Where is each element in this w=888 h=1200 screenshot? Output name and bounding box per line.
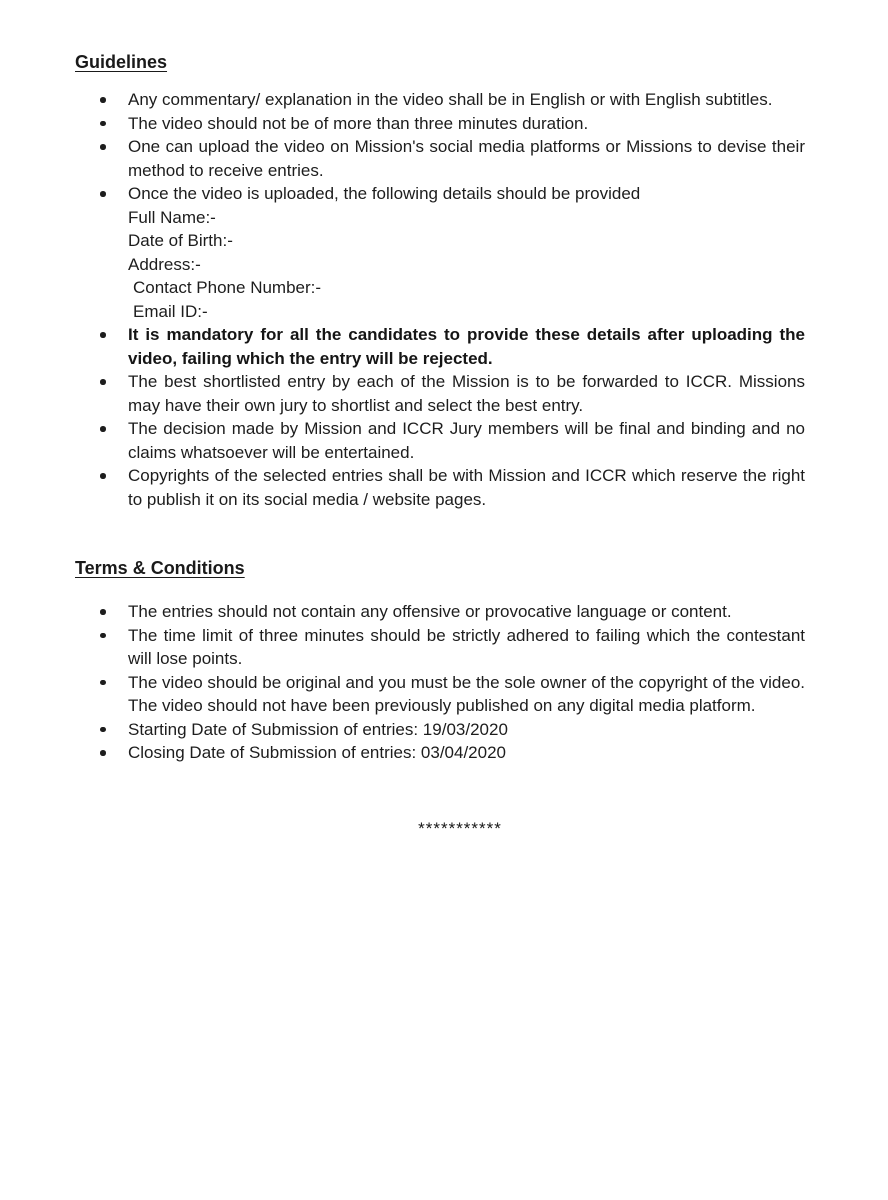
bullet-icon: [100, 727, 106, 733]
item-text: Once the video is uploaded, the following details should be provided: [128, 184, 641, 203]
item-text: Copyrights of the selected entries shall be with Mission and ICCR which reserve the right to publish it on its social media / website pages.: [128, 466, 805, 509]
list-item: [128, 417, 805, 464]
item-text: One can upload the video on Mission's social media platforms or Missions to devise their method to receive entries.: [128, 137, 805, 180]
list-item: [128, 135, 805, 182]
item-text: Any commentary/ explanation in the video shall be in English or with English subtitles.: [128, 90, 773, 109]
item-text: Closing Date of Submission of entries: 03/04/2020: [128, 743, 507, 762]
bullet-icon: [100, 750, 106, 756]
bullet-icon: [100, 379, 106, 385]
list-item: [128, 370, 805, 417]
item-text: The entries should not contain any offensive or provocative language or content.: [128, 602, 732, 621]
terms-section: [75, 556, 805, 765]
detail-line-date-of-birth: Date of Birth:-: [128, 231, 233, 250]
item-text: Starting Date of Submission of entries: 19/03/2020: [128, 719, 508, 739]
list-item: [128, 600, 805, 624]
item-text: The time limit of three minutes should be strictly adhered to failing which the contestant will lose points.: [128, 625, 805, 668]
list-item: [128, 112, 805, 136]
bullet-icon: [100, 144, 106, 150]
list-item: [128, 624, 805, 671]
list-item: [128, 464, 805, 511]
item-text: The best shortlisted entry by each of the Mission is to be forwarded to ICCR. Missions may have their own jury to shortlist and select the best entry.: [128, 372, 805, 415]
bullet-icon: [100, 332, 106, 338]
list-item-closing-date: [128, 741, 805, 765]
detail-line-address: Address:-: [128, 254, 201, 274]
item-text: The video should be original and you must be the sole owner of the copyright of the video. The video should not have been previously published on any digital media platform.: [128, 672, 805, 715]
bullet-icon: [100, 633, 106, 639]
item-text: The video should not be of more than three minutes duration.: [128, 113, 589, 133]
end-of-document-marker: ***********: [418, 818, 502, 838]
detail-line-email-id: Email ID:-: [133, 301, 208, 321]
terms-heading: Terms & Conditions: [75, 558, 245, 578]
bullet-icon: [100, 191, 106, 197]
detail-line-full-name: Full Name:-: [128, 207, 216, 227]
list-item: [128, 182, 805, 323]
detail-line-contact-phone: Contact Phone Number:-: [133, 278, 322, 297]
bullet-icon: [100, 121, 106, 127]
guidelines-section: [75, 50, 805, 511]
list-item: [128, 88, 805, 112]
guidelines-list: [75, 88, 805, 511]
list-item: [128, 671, 805, 718]
item-text: The decision made by Mission and ICCR Jury members will be final and binding and no claims whatsoever will be entertained.: [128, 419, 805, 462]
bullet-icon: [100, 426, 106, 432]
bullet-icon: [100, 680, 106, 686]
list-item-mandatory-note: [128, 323, 805, 370]
guidelines-heading: Guidelines: [75, 52, 168, 72]
terms-list: [75, 600, 805, 765]
bullet-icon: [100, 473, 106, 479]
bullet-icon: [100, 609, 106, 615]
bullet-icon: [100, 97, 106, 103]
item-text: It is mandatory for all the candidates to provide these details after uploading the video, failing which the entry will be rejected.: [128, 325, 805, 368]
list-item-start-date: [128, 718, 805, 742]
